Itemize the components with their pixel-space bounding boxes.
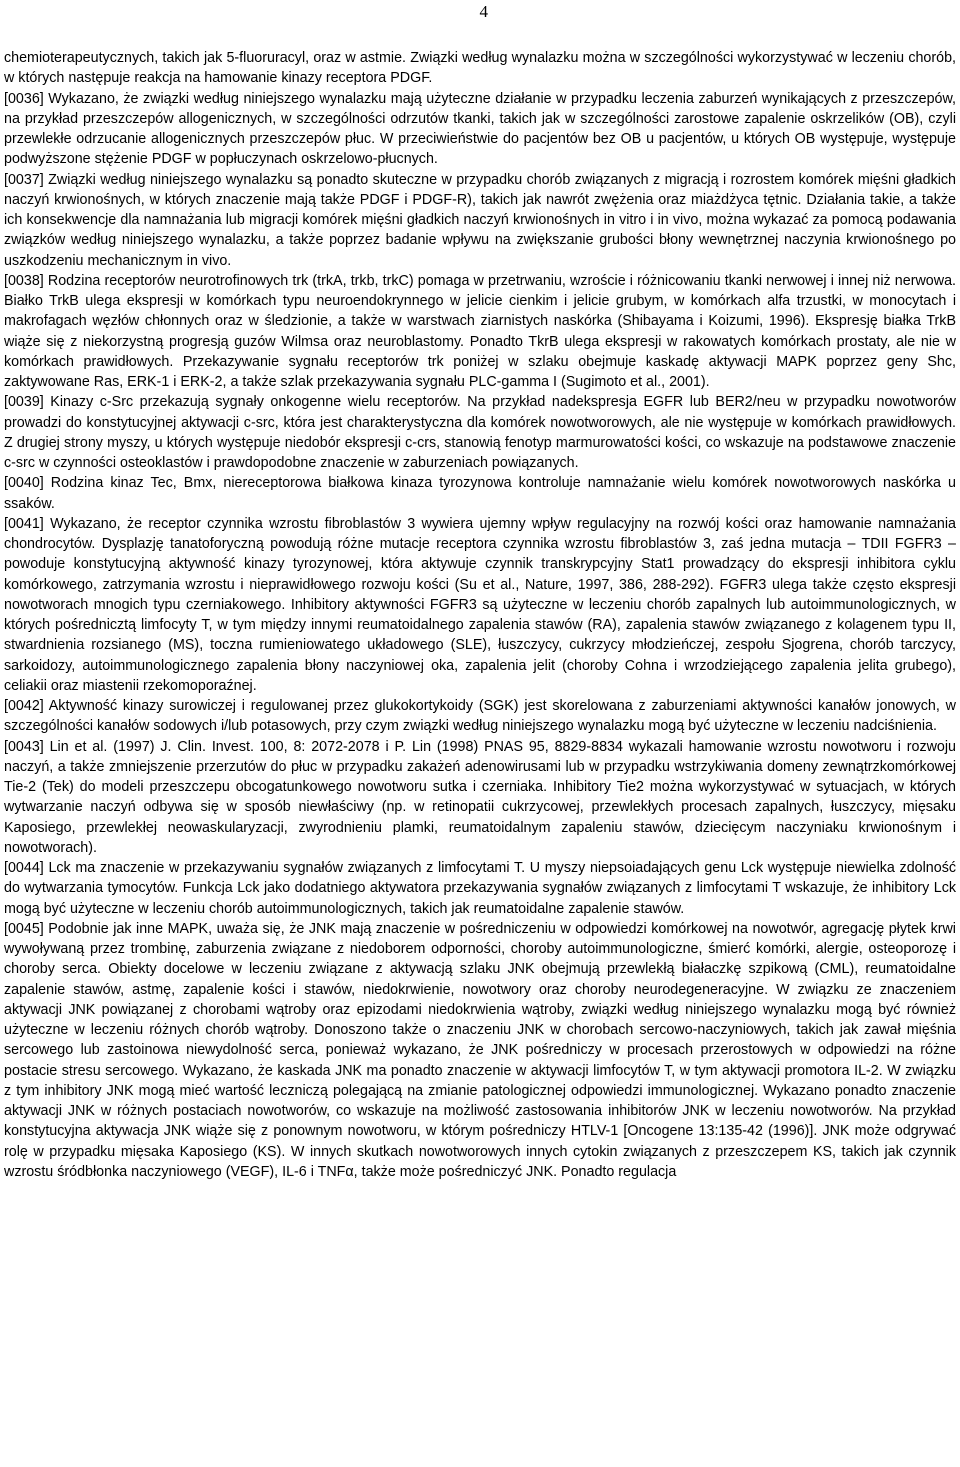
paragraph <box>4 514 956 696</box>
paragraph-text: chemioterapeutycznych, takich jak 5-fluoruracyl, oraz w astmie. Związki według wynalazku można w szczególności wykorzystywać w leczeniu chorób, w których następuje reakcja na hamowanie kinazy receptora PDGF. <box>4 50 956 87</box>
paragraph <box>4 473 956 514</box>
paragraph-number: [0038] <box>4 272 44 289</box>
paragraph <box>4 858 956 919</box>
paragraph-text: Aktywność kinazy surowiczej i regulowanej przez glukokortykoidy (SGK) jest skorelowana z zaburzeniami aktywności kanałów jonowych, w szczególności kanałów sodowych i/lub potasowych, przy czym związki według niniejszego wynalazku mogą być użyteczne w leczeniu nadciśnienia. <box>4 698 956 735</box>
paragraph <box>4 737 956 859</box>
paragraph <box>4 919 956 1182</box>
paragraph-text: Rodzina receptorów neurotrofinowych trk (trkA, trkb, trkC) pomaga w przetrwaniu, wzroście i różnicowaniu tkanki nerwowej i innej niż nerwowa. Białko TrkB ulega ekspresji w komórkach typu neuroendokrynnego w jelicie cienkim i jelicie grubym, w komórkach alfa trzustki, w monocytach i makrofagach węzłów chłonnych oraz w śledzionie, a także w warstwach ziarnistych naskórka (Shibayama i Koizumi, 1996). Ekspresję białka TrkB wiąże się z niekorzystną progresją guzów Wilmsa oraz neuroblastomy. Ponadto TkrB ulega ekspresji w rakowatych komórkach prostaty, ale nie w komórkach prawidłowych. Przekazywanie sygnału receptorów trk poniżej w szlaku obejmuje kaskadę aktywacji MAPK poprzez geny Shc, zaktywowane Ras, ERK-1 i ERK-2, a także szlak przekazywania sygnału PLC-gamma I (Sugimoto et al., 2001). <box>4 272 956 390</box>
paragraph <box>4 89 956 170</box>
paragraph <box>4 170 956 271</box>
paragraph <box>4 271 956 393</box>
paragraph-number: [0043] <box>4 738 44 755</box>
paragraph-text: Podobnie jak inne MAPK, uważa się, że JNK mają znaczenie w pośredniczeniu w odpowiedzi komórkowej na nowotwór, agregację płytek krwi wywoływaną przez trombinę, zaburzenia związane z niedoborem odporności, choroby autoimmunologiczne, śmierć komórki, alergie, osteoporozę i choroby serca. Obiekty docelowe w leczeniu związane z aktywacją szlaku JNK obejmują przewlekłą białaczkę szpikową (CML), reumatoidalne zapalenie stawów, astmę, zapalenie kości i stawów, niedokrwienie, nowotwory oraz choroby neurodegeneracyjne. W związku ze znaczeniem aktywacji JNK powiązanej z chorobami wątroby oraz epizodami niedokrwienia wątroby, związki według niniejszego wynalazku mogą być również użyteczne w leczeniu różnych chorób wątroby. Donoszono także o znaczeniu JNK w chorobach sercowo-naczyniowych, takich jak zawał mięśnia sercowego lub zastoinowa niewydolność serca, ponieważ wykazano, że JNK pośredniczy w procesach przerostowych w odpowiedzi na różne postacie stresu sercowego. Wykazano, że kaskada JNK ma ponadto znaczenie w aktywacji limfocytów T, w tym aktywacji promotora IL-2. W związku z tym inhibitory JNK mogą mieć wartość leczniczą polegającą na zmianie patologicznej odpowiedzi immunologicznej. Wykazano ponadto znaczenie aktywacji JNK w różnych postaciach nowotworów, co wskazuje na możliwość zastosowania inhibitorów JNK w leczeniu nowotworów. Na przykład konstytucyjna aktywacja JNK wiąże się z ponownym nowotworu, w którym pośredniczy HTLV-1 [Oncogene 13:135-42 (1996)]. JNK może odgrywać rolę w przypadku mięsaka Kaposiego (KS). W innych skutkach nowotworowych innych cytokin związanych z przeszczepem KS, takich jak czynnik wzrostu śródbłonka naczyniowego (VEGF), IL-6 i TNFα, także może pośredniczyć JNK. Ponadto regulacja <box>4 920 956 1180</box>
page-number: 4 <box>479 2 488 21</box>
document-body <box>4 48 956 1182</box>
paragraph <box>4 48 956 89</box>
paragraph-number: [0044] <box>4 860 44 876</box>
paragraph-text: Rodzina kinaz Tec, Bmx, niereceptorowa białkowa kinaza tyrozynowa kontroluje namnażanie wielu komórek nowotworowych naskórka u ssaków. <box>4 475 956 512</box>
paragraph-number: [0042] <box>4 698 44 714</box>
paragraph-number: [0037] <box>4 171 44 188</box>
paragraph-text: Wykazano, że związki według niniejszego wynalazku mają użyteczne działanie w przypadku leczenia zaburzeń wynikających z przeszczepów, na przykład przeszczepów allogenicznych, w szczególności odrzutów tkanki, takich jak w szczególności zarostowe zapalenie oskrzelików (OB), czyli przewlekłe odrzucanie allogenicznych przeszczepów płuc. W przeciwieństwie do pacjentów bez OB u pacjentów, u których OB występuje, występuje podwyższone stężenie PDGF w popłuczynach oskrzelowo-płucnych. <box>4 90 956 168</box>
paragraph-text: Związki według niniejszego wynalazku są ponadto skuteczne w przypadku chorób związanych z migracją i rozrostem komórek mięśni gładkich naczyń krwionośnych, w których znaczenie mają także PDGF i PDGF-R), takich jak nawrót zwężenia oraz miażdżyca tętnic. Działania takie, a także ich konsekwencje dla namnażania lub migracji komórek mięśni gładkich naczyń krwionośnych in vitro i in vivo, można wykazać za pomocą podawania związków według niniejszego wynalazku, a także poprzez badanie wpływu na zwiększanie grubości błony wewnętrznej naczynia krwionośnego po uszkodzeniu mechanicznym in vivo. <box>4 171 956 269</box>
paragraph-text: Lck ma znaczenie w przekazywaniu sygnałów związanych z limfocytami T. U myszy niepsoiadających genu Lck występuje niewielka zdolność do wytwarzania tymocytów. Funkcja Lck jako dodatniego aktywatora przekazywania sygnałów związanych z limfocytami T wskazuje, że inhibitory Lck mogą być użyteczne w leczeniu chorób autoimmunologicznych, takich jak reumatoidalne zapalenie stawów. <box>4 860 956 917</box>
paragraph-text: Wykazano, że receptor czynnika wzrostu fibroblastów 3 wywiera ujemny wpływ regulacyjny na rozwój kości oraz hamowanie namnażania chondrocytów. Dysplazję tanatoforyczną powodują różne mutacje receptora czynnika wzrostu fibroblastów 3, zaś jedna mutacja – TDII FGFR3 – powoduje konstytucyjną aktywność kinazy tyrozynowej, która aktywuje czynnik transkrypcyjny Stat1 prowadzący do ekspresji inhibitora cyklu komórkowego, zatrzymania wzrostu i nieprawidłowego rozwoju kości (Su et al., Nature, 1997, 386, 288-292). FGFR3 ulega także często ekspresji nowotworach mnogich typu czerniakowego. Inhibitory aktywności FGFR3 są użyteczne w leczeniu chorób zapalnych lub autoimmunologicznych, w których pośrednicztą limfocyty T, w tym między innymi reumatoidalnego zapalenia stawów (RA), zapalenia stawów związanego z kolagenem typu II, stwardnienia rozsianego (MS), toczna rumieniowatego układowego (SLE), łuszczycy, cukrzycy młodzieńczej, zespołu Sjogrena, chorób tarczycy, sarkoidozy, autoimmunologicznego zapalenia błony naczyniowej oka, zapalenia jelit (choroby Cohna i wrzodziejącego zapalenia jelita grubego), celiakii oraz miastenii rzekomoporaźnej. <box>4 515 956 694</box>
paragraph-number: [0040] <box>4 475 44 492</box>
paragraph-number: [0041] <box>4 515 44 532</box>
paragraph-number: [0045] <box>4 920 44 937</box>
paragraph-number: [0036] <box>4 90 44 107</box>
paragraph-text: Lin et al. (1997) J. Clin. Invest. 100, 8: 2072-2078 i P. Lin (1998) PNAS 95, 8829-8834 wykazali hamowanie wzrostu nowotworu i rozwoju naczyń, a także zmniejszenie przerzutów do płuc w przypadku zakażeń adenowirusami lub w przypadku wstrzykiwania domeny zewnątrzkomórkowej Tie-2 (Tek) do modeli przeszczepu obcogatunkowego nowotworu sutka i czerniaka. Inhibitory Tie2 można wykorzystywać w sytuacjach, w których wytwarzanie naczyń odbywa się w sposób niewłaściwy (np. w retinopatii cukrzycowej, przewlekłych procesach zapalnych, łuszczycy, mięsaku Kaposiego, przewlekłej neowaskularyzacji, zwyrodnieniu plamki, reumatoidalnym zapaleniu stawów, dziecięcym naczyniaku krwionośnym i nowotworach). <box>4 738 956 856</box>
paragraph <box>4 696 956 737</box>
paragraph <box>4 392 956 473</box>
paragraph-number: [0039] <box>4 394 44 411</box>
paragraph-text: Kinazy c-Src przekazują sygnały onkogenne wielu receptorów. Na przykład nadekspresja EGFR lub BER2/neu w przypadku nowotworów prowadzi do konstytucyjnej aktywacji c-src, która jest charakterystyczna dla komórek nowotworowych, ale nie występuje w komórkach prawidłowych. Z drugiej strony myszy, u których występuje niedobór ekspresji c-crs, stanowią fenotyp marmurowatości kości, co wskazuje na podstawowe znaczenie c-src w czynności osteoklastów i prawdopodobne znaczenie w zaburzeniach powiązanych. <box>4 394 956 471</box>
